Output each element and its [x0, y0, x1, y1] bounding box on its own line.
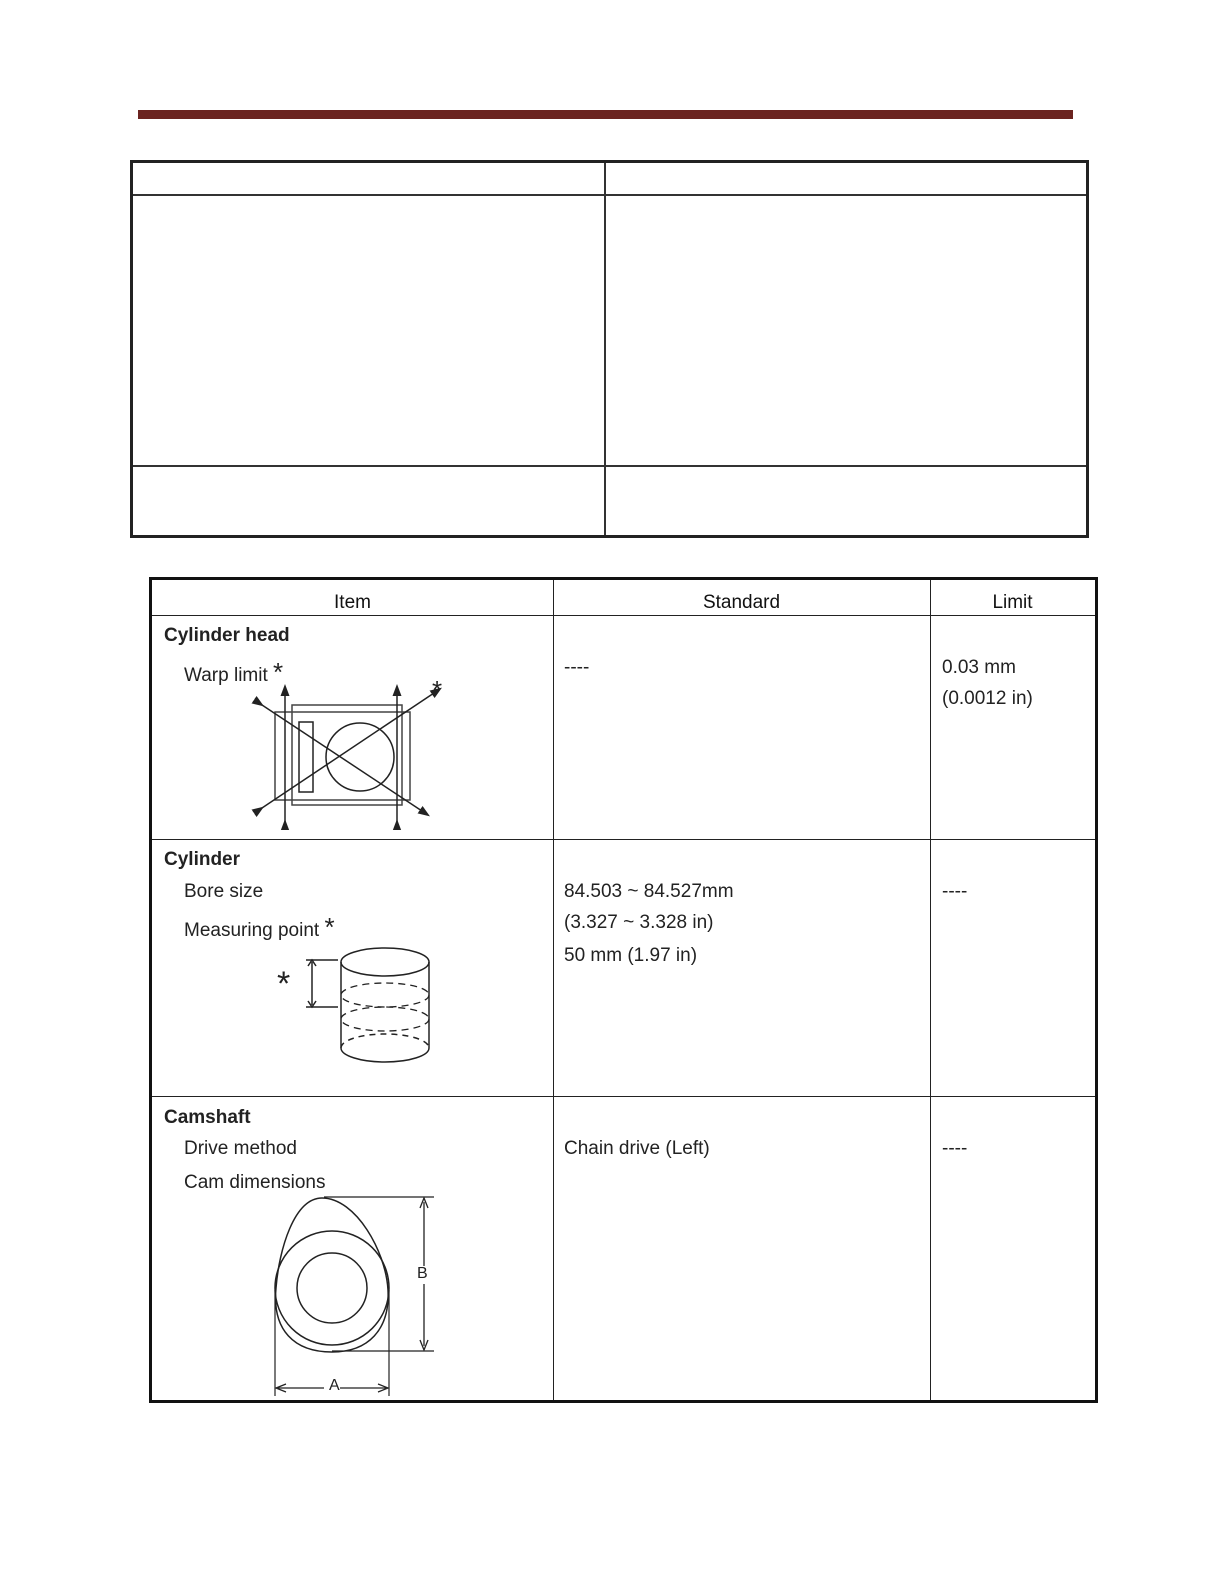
empty-grid-table	[130, 160, 1089, 538]
standard-measuring-point: 50 mm (1.97 in)	[564, 945, 698, 966]
item-warp-limit: Warp limit *	[184, 657, 284, 687]
col-divider	[930, 580, 931, 1400]
standard-bore-size-mm: 84.503 ~ 84.527mm	[564, 881, 734, 902]
cylinder-bore-figure	[302, 940, 442, 1070]
header-standard: Standard	[702, 592, 781, 613]
row-title-cylinder-head: Cylinder head	[164, 625, 290, 646]
item-bore-size: Bore size	[184, 881, 264, 902]
figure-star-marker: *	[432, 675, 443, 705]
limit-camshaft: ----	[942, 1138, 968, 1159]
standard-warp-limit: ----	[564, 657, 590, 678]
header-item: Item	[334, 592, 371, 613]
col-divider	[553, 580, 554, 1400]
cam-dimension-b-label: B	[417, 1265, 428, 1282]
row-divider	[152, 839, 1095, 840]
measuring-point-star: *	[277, 965, 291, 1003]
header-divider	[152, 615, 1095, 616]
row-title-cylinder: Cylinder	[164, 849, 241, 870]
limit-cylinder: ----	[942, 881, 968, 902]
limit-warp-limit-in: (0.0012 in)	[942, 688, 1033, 709]
standard-bore-size-in: (3.327 ~ 3.328 in)	[564, 912, 714, 933]
header-rule	[138, 110, 1073, 119]
item-cam-dimensions: Cam dimensions	[184, 1172, 326, 1193]
cam-lobe-figure	[264, 1190, 444, 1400]
grid-row-divider	[133, 194, 1086, 196]
row-divider	[152, 1096, 1095, 1097]
header-limit: Limit	[992, 592, 1033, 613]
spec-table	[149, 577, 1098, 1403]
item-measuring-point: Measuring point *	[184, 912, 335, 942]
standard-drive-method: Chain drive (Left)	[564, 1138, 710, 1159]
grid-row-divider	[133, 465, 1086, 467]
cam-dimension-a-label: A	[329, 1377, 340, 1394]
item-drive-method: Drive method	[184, 1138, 297, 1159]
row-title-camshaft: Camshaft	[164, 1107, 251, 1128]
grid-column-divider	[604, 163, 606, 535]
limit-warp-limit-mm: 0.03 mm	[942, 657, 1016, 678]
